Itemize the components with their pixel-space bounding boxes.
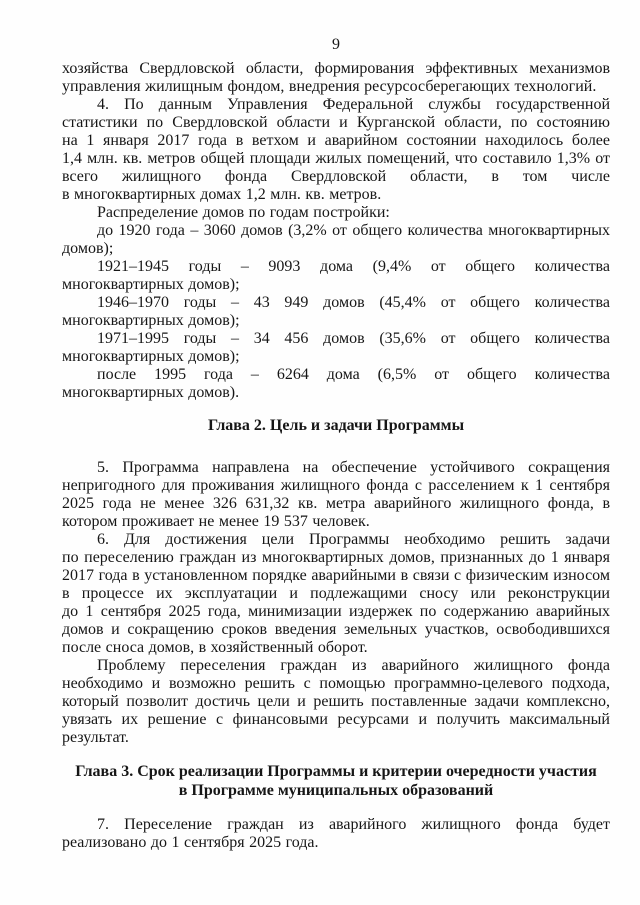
chapter-2-heading: Глава 2. Цель и задачи Программы xyxy=(207,417,465,434)
chapter-3-heading-line2: в Программе муниципальных образований xyxy=(178,782,494,799)
paragraph-item-5: 5. Программа направлена на обеспечение устойчивого сокращения непригодного для проживания жилищного фонда с расселением к 1 сентября 2025 года не менее 326 631,32 кв. метра аварийного жилищного фонда, в котором проживает не менее 19 537 человек. xyxy=(62,459,610,530)
list-item-1946-1970: 1946–1970 годы – 43 949 домов (45,4% от общего количества многоквартирных домов); xyxy=(62,294,610,329)
paragraph-item-7: 7. Переселение граждан из аварийного жилищного фонда будет реализовано до 1 сентября 2025 года. xyxy=(62,816,610,851)
paragraph-item-4: 4. По данным Управления Федеральной службы государственной статистики по Свердловской области и Курганской области, по состоянию на 1 января 2017 года в ветхом и аварийном состоянии находилось более 1,4 млн. кв. метров общей площади жилых помещений, что составило 1,3% от всего жилищного фонда Свердловской области, в том числе в многоквартирных домах 1,2 млн. кв. метров. xyxy=(62,96,610,203)
paragraph-item-6: 6. Для достижения цели Программы необходимо решить задачи по переселению граждан из многоквартирных домов, признанных до 1 января 2017 года в установленном порядке аварийными в связи с физическим износом в процессе их эксплуатации и подлежащими сносу или реконструкции до 1 сентября 2025 года, минимизации издержек по содержанию аварийных домов и сокращению сроков введения земельных участков, освободившихся после сноса домов, в хозяйственный оборот. xyxy=(62,531,610,656)
list-item-before-1920: до 1920 года – 3060 домов (3,2% от общего количества многоквартирных домов); xyxy=(62,222,610,257)
list-item-1971-1995: 1971–1995 годы – 34 456 домов (35,6% от общего количества многоквартирных домов); xyxy=(62,330,610,365)
page-number: 9 xyxy=(332,36,340,53)
paragraph-intro-continuation: хозяйства Свердловской области, формирования эффективных механизмов управления жилищным фондом, внедрения ресурсосберегающих технологий. xyxy=(62,60,610,95)
chapter-3-heading-line1: Глава 3. Срок реализации Программы и критерии очередности участия xyxy=(75,763,597,780)
list-item-after-1995: после 1995 года – 6264 дома (6,5% от общего количества многоквартирных домов). xyxy=(62,366,610,401)
paragraph-distribution-intro: Распределение домов по годам постройки: xyxy=(97,204,390,221)
paragraph-problem: Проблему переселения граждан из аварийного жилищного фонда необходимо и возможно решить с помощью программно-целевого подхода, который позволит достичь цели и решить поставленные задачи комплексно, увязать их решение с финансовыми ресурсами и получить максимальный результат. xyxy=(62,657,610,746)
chapter-3-heading xyxy=(62,762,610,800)
list-item-1921-1945: 1921–1945 годы – 9093 дома (9,4% от общего количества многоквартирных домов); xyxy=(62,258,610,293)
